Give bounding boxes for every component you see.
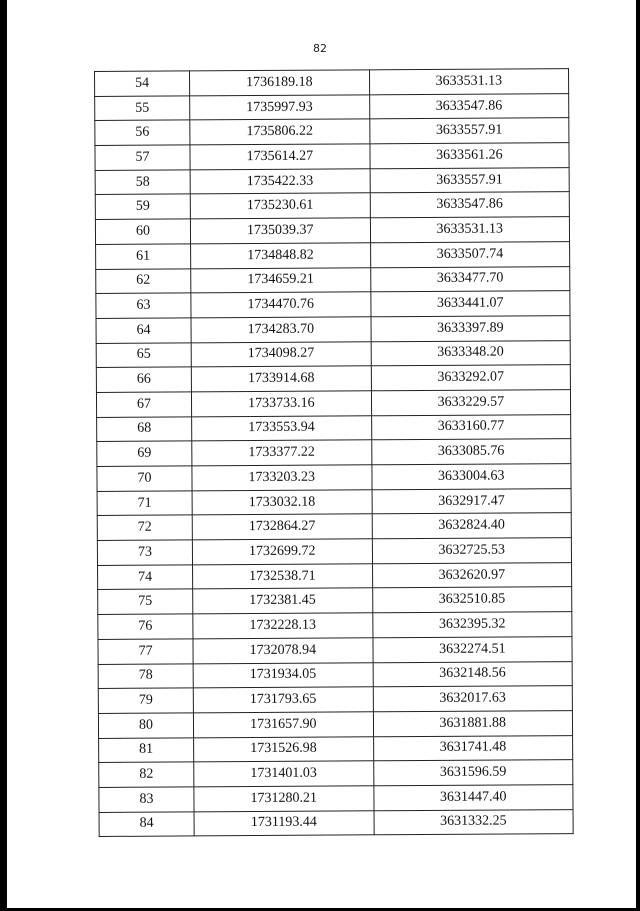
x-coordinate-cell: 1735230.61 xyxy=(190,193,370,219)
coordinates-table xyxy=(94,68,574,837)
x-coordinate-cell: 1735806.22 xyxy=(190,119,370,145)
y-coordinate-cell: 3631596.59 xyxy=(373,760,573,786)
table-row xyxy=(99,809,573,837)
point-number-cell: 83 xyxy=(99,787,194,812)
y-coordinate-cell: 3632824.40 xyxy=(372,513,572,539)
table-row xyxy=(96,266,570,294)
y-coordinate-cell: 3633004.63 xyxy=(372,464,572,490)
point-number-cell: 70 xyxy=(97,466,192,491)
point-number-cell: 80 xyxy=(98,713,193,738)
y-coordinate-cell: 3633477.70 xyxy=(370,266,570,292)
table-row xyxy=(97,464,571,492)
table-row xyxy=(97,439,571,467)
x-coordinate-cell: 1732228.13 xyxy=(193,613,373,639)
scan-edge-left xyxy=(0,0,7,911)
x-coordinate-cell: 1733377.22 xyxy=(192,440,372,466)
point-number-cell: 82 xyxy=(99,762,194,787)
table-row xyxy=(95,217,569,245)
x-coordinate-cell: 1731526.98 xyxy=(194,736,374,762)
point-number-cell: 62 xyxy=(96,268,191,293)
point-number-cell: 78 xyxy=(98,663,193,688)
y-coordinate-cell: 3632917.47 xyxy=(372,488,572,514)
x-coordinate-cell: 1733733.16 xyxy=(191,391,371,417)
table-row xyxy=(98,686,572,714)
point-number-cell: 54 xyxy=(95,71,190,96)
point-number-cell: 81 xyxy=(99,737,194,762)
x-coordinate-cell: 1734098.27 xyxy=(191,341,371,367)
x-coordinate-cell: 1734659.21 xyxy=(191,267,371,293)
point-number-cell: 77 xyxy=(98,639,193,664)
table-row xyxy=(95,143,569,171)
table-row xyxy=(95,192,569,220)
table-row xyxy=(96,241,570,269)
point-number-cell: 59 xyxy=(95,194,190,219)
x-coordinate-cell: 1731793.65 xyxy=(193,687,373,713)
y-coordinate-cell: 3633557.91 xyxy=(370,167,570,193)
x-coordinate-cell: 1732538.71 xyxy=(193,564,373,590)
table-row xyxy=(97,414,571,442)
table-row xyxy=(96,390,570,418)
table-row xyxy=(99,785,573,813)
point-number-cell: 74 xyxy=(98,565,193,590)
x-coordinate-cell: 1732699.72 xyxy=(192,539,372,565)
table-row xyxy=(98,636,572,664)
point-number-cell: 79 xyxy=(98,688,193,713)
x-coordinate-cell: 1733914.68 xyxy=(191,366,371,392)
x-coordinate-cell: 1735039.37 xyxy=(190,218,370,244)
table-row xyxy=(95,69,569,97)
x-coordinate-cell: 1735997.93 xyxy=(190,95,370,121)
table-row xyxy=(96,365,570,393)
point-number-cell: 58 xyxy=(95,170,190,195)
table-row xyxy=(97,488,571,516)
y-coordinate-cell: 3633557.91 xyxy=(369,118,569,144)
x-coordinate-cell: 1734283.70 xyxy=(191,317,371,343)
table-row xyxy=(97,513,571,541)
x-coordinate-cell: 1735614.27 xyxy=(190,144,370,170)
table-row xyxy=(96,291,570,319)
point-number-cell: 61 xyxy=(96,244,191,269)
x-coordinate-cell: 1731280.21 xyxy=(194,786,374,812)
y-coordinate-cell: 3633507.74 xyxy=(370,241,570,267)
table-row xyxy=(98,562,572,590)
point-number-cell: 69 xyxy=(97,441,192,466)
table-row xyxy=(96,315,570,343)
y-coordinate-cell: 3632017.63 xyxy=(373,686,573,712)
y-coordinate-cell: 3632510.85 xyxy=(372,587,572,613)
table-row xyxy=(99,760,573,788)
y-coordinate-cell: 3632725.53 xyxy=(372,538,572,564)
x-coordinate-cell: 1735422.33 xyxy=(190,169,370,195)
x-coordinate-cell: 1734848.82 xyxy=(191,243,371,269)
y-coordinate-cell: 3633531.13 xyxy=(370,217,570,243)
table-row xyxy=(98,612,572,640)
point-number-cell: 55 xyxy=(95,96,190,121)
y-coordinate-cell: 3632395.32 xyxy=(372,612,572,638)
x-coordinate-cell: 1736189.18 xyxy=(190,70,370,96)
y-coordinate-cell: 3631741.48 xyxy=(373,735,573,761)
table-row xyxy=(96,340,570,368)
x-coordinate-cell: 1733032.18 xyxy=(192,489,372,515)
y-coordinate-cell: 3633085.76 xyxy=(371,439,571,465)
x-coordinate-cell: 1733553.94 xyxy=(192,415,372,441)
x-coordinate-cell: 1731657.90 xyxy=(193,712,373,738)
y-coordinate-cell: 3633547.86 xyxy=(370,192,570,218)
page-number: 82 xyxy=(313,42,327,55)
table-row xyxy=(95,167,569,195)
y-coordinate-cell: 3632620.97 xyxy=(372,562,572,588)
y-coordinate-cell: 3633441.07 xyxy=(370,291,570,317)
x-coordinate-cell: 1734470.76 xyxy=(191,292,371,318)
table-row xyxy=(95,118,569,146)
point-number-cell: 72 xyxy=(97,515,192,540)
table-row xyxy=(98,710,572,738)
y-coordinate-cell: 3633397.89 xyxy=(371,315,571,341)
y-coordinate-cell: 3633160.77 xyxy=(371,414,571,440)
point-number-cell: 71 xyxy=(97,491,192,516)
x-coordinate-cell: 1731401.03 xyxy=(194,761,374,787)
point-number-cell: 76 xyxy=(98,614,193,639)
point-number-cell: 84 xyxy=(99,812,194,837)
point-number-cell: 64 xyxy=(96,318,191,343)
point-number-cell: 65 xyxy=(96,342,191,367)
x-coordinate-cell: 1732381.45 xyxy=(193,588,373,614)
y-coordinate-cell: 3633547.86 xyxy=(369,93,569,119)
point-number-cell: 56 xyxy=(95,120,190,145)
scan-edge-right xyxy=(636,0,640,911)
point-number-cell: 67 xyxy=(96,392,191,417)
y-coordinate-cell: 3633292.07 xyxy=(371,365,571,391)
y-coordinate-cell: 3633229.57 xyxy=(371,390,571,416)
x-coordinate-cell: 1732078.94 xyxy=(193,638,373,664)
y-coordinate-cell: 3633348.20 xyxy=(371,340,571,366)
y-coordinate-cell: 3631881.88 xyxy=(373,710,573,736)
y-coordinate-cell: 3633561.26 xyxy=(370,143,570,169)
point-number-cell: 75 xyxy=(98,589,193,614)
table-row xyxy=(98,661,572,689)
table-row xyxy=(98,587,572,615)
coordinates-table-body xyxy=(95,69,574,837)
point-number-cell: 73 xyxy=(97,540,192,565)
table-row xyxy=(95,93,569,121)
y-coordinate-cell: 3631447.40 xyxy=(373,785,573,811)
point-number-cell: 57 xyxy=(95,145,190,170)
x-coordinate-cell: 1731934.05 xyxy=(193,662,373,688)
point-number-cell: 68 xyxy=(97,417,192,442)
x-coordinate-cell: 1732864.27 xyxy=(192,514,372,540)
table-row xyxy=(97,538,571,566)
point-number-cell: 60 xyxy=(95,219,190,244)
y-coordinate-cell: 3632274.51 xyxy=(373,636,573,662)
table-row xyxy=(99,735,573,763)
point-number-cell: 63 xyxy=(96,293,191,318)
point-number-cell: 66 xyxy=(96,367,191,392)
y-coordinate-cell: 3632148.56 xyxy=(373,661,573,687)
y-coordinate-cell: 3631332.25 xyxy=(374,809,574,835)
y-coordinate-cell: 3633531.13 xyxy=(369,69,569,95)
x-coordinate-cell: 1733203.23 xyxy=(192,465,372,491)
x-coordinate-cell: 1731193.44 xyxy=(194,810,374,836)
